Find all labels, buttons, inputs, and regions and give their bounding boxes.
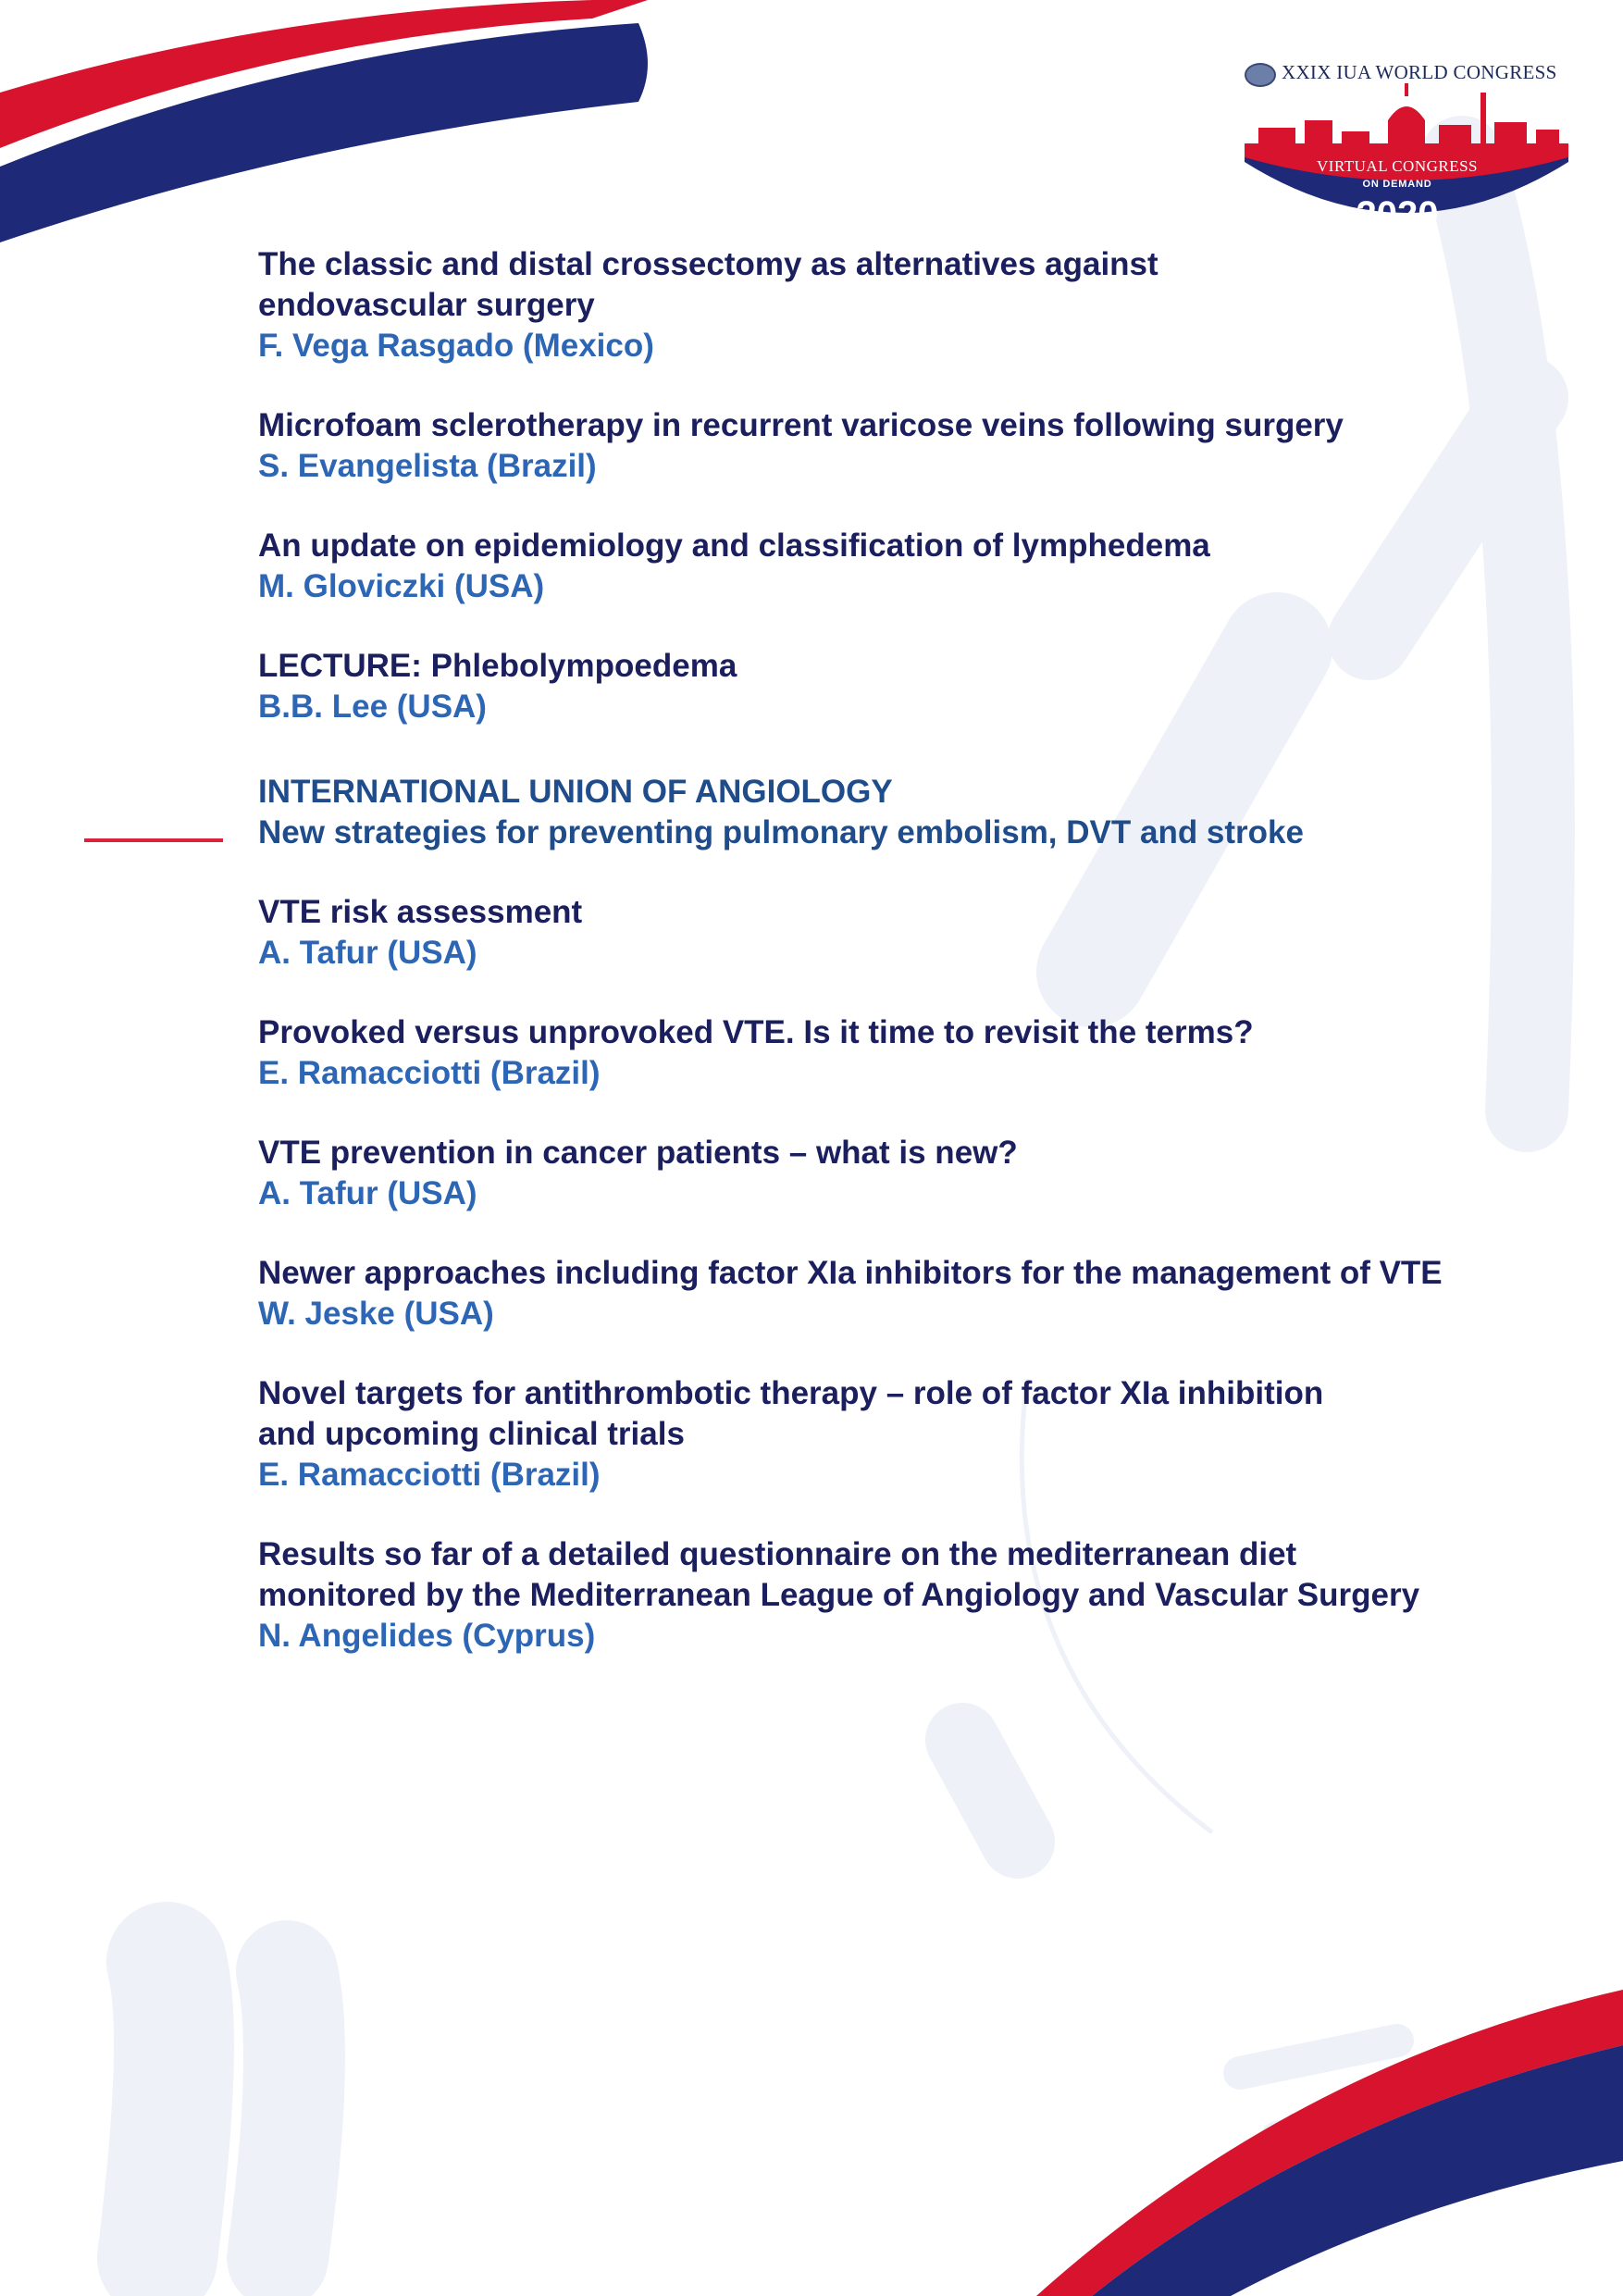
logo-on-demand: ON DEMAND bbox=[1362, 179, 1432, 190]
logo-year: 2020 bbox=[1356, 194, 1439, 235]
logo-virtual-congress: VIRTUAL CONGRESS bbox=[1317, 157, 1478, 175]
talk-speaker: E. Ramacciotti (Brazil) bbox=[258, 1055, 601, 1091]
talk-speaker: B.B. Lee (USA) bbox=[258, 689, 487, 725]
talk-speaker: N. Angelides (Cyprus) bbox=[258, 1618, 596, 1654]
globe-icon bbox=[1245, 63, 1276, 87]
talk-title: Results so far of a detailed questionnaire on the mediterranean diet monitored by the Mediterranean League of Angiology and Vascular Surgery bbox=[258, 1536, 1420, 1613]
talk-speaker: M. Gloviczki (USA) bbox=[258, 568, 545, 604]
talk-title: VTE prevention in cancer patients – what is new? bbox=[258, 1135, 1018, 1171]
talk-speaker: S. Evangelista (Brazil) bbox=[258, 448, 597, 484]
program-item bbox=[258, 1373, 1498, 1496]
talk-speaker: A. Tafur (USA) bbox=[258, 935, 477, 971]
talk-title: Novel targets for antithrombotic therapy – role of factor XIa inhibition and upcoming clinical trials bbox=[258, 1375, 1324, 1452]
talk-speaker: W. Jeske (USA) bbox=[258, 1296, 494, 1332]
talk-title: VTE risk assessment bbox=[258, 894, 583, 930]
talk-speaker: A. Tafur (USA) bbox=[258, 1175, 477, 1211]
talk-title: An update on epidemiology and classification of lymphedema bbox=[258, 527, 1210, 564]
program-item bbox=[258, 405, 1498, 487]
section-divider bbox=[84, 838, 223, 842]
talk-title: Provoked versus unprovoked VTE. Is it time to revisit the terms? bbox=[258, 1014, 1254, 1050]
program-item bbox=[258, 1253, 1498, 1334]
logo-title: XXIX IUA WORLD CONGRESS bbox=[1282, 61, 1557, 83]
program-item bbox=[258, 1012, 1498, 1094]
talk-title: The classic and distal crossectomy as alternatives against endovascular surgery bbox=[258, 246, 1158, 323]
talk-speaker: F. Vega Rasgado (Mexico) bbox=[258, 328, 654, 364]
program-item bbox=[258, 1133, 1498, 1214]
program-item bbox=[258, 1534, 1498, 1657]
talk-speaker: E. Ramacciotti (Brazil) bbox=[258, 1457, 601, 1493]
session-title: INTERNATIONAL UNION OF ANGIOLOGY bbox=[258, 774, 893, 810]
talk-title: LECTURE: Phlebolympoedema bbox=[258, 648, 737, 684]
program-item bbox=[258, 526, 1498, 607]
session-subtitle: New strategies for preventing pulmonary embolism, DVT and stroke bbox=[258, 814, 1304, 850]
program-item bbox=[258, 244, 1498, 366]
program-item bbox=[258, 646, 1498, 727]
program-item bbox=[258, 892, 1498, 974]
program-content bbox=[258, 244, 1498, 1695]
talk-title: Microfoam sclerotherapy in recurrent varicose veins following surgery bbox=[258, 407, 1344, 443]
session-header bbox=[258, 772, 1498, 853]
talk-title: Newer approaches including factor XIa inhibitors for the management of VTE bbox=[258, 1255, 1443, 1291]
